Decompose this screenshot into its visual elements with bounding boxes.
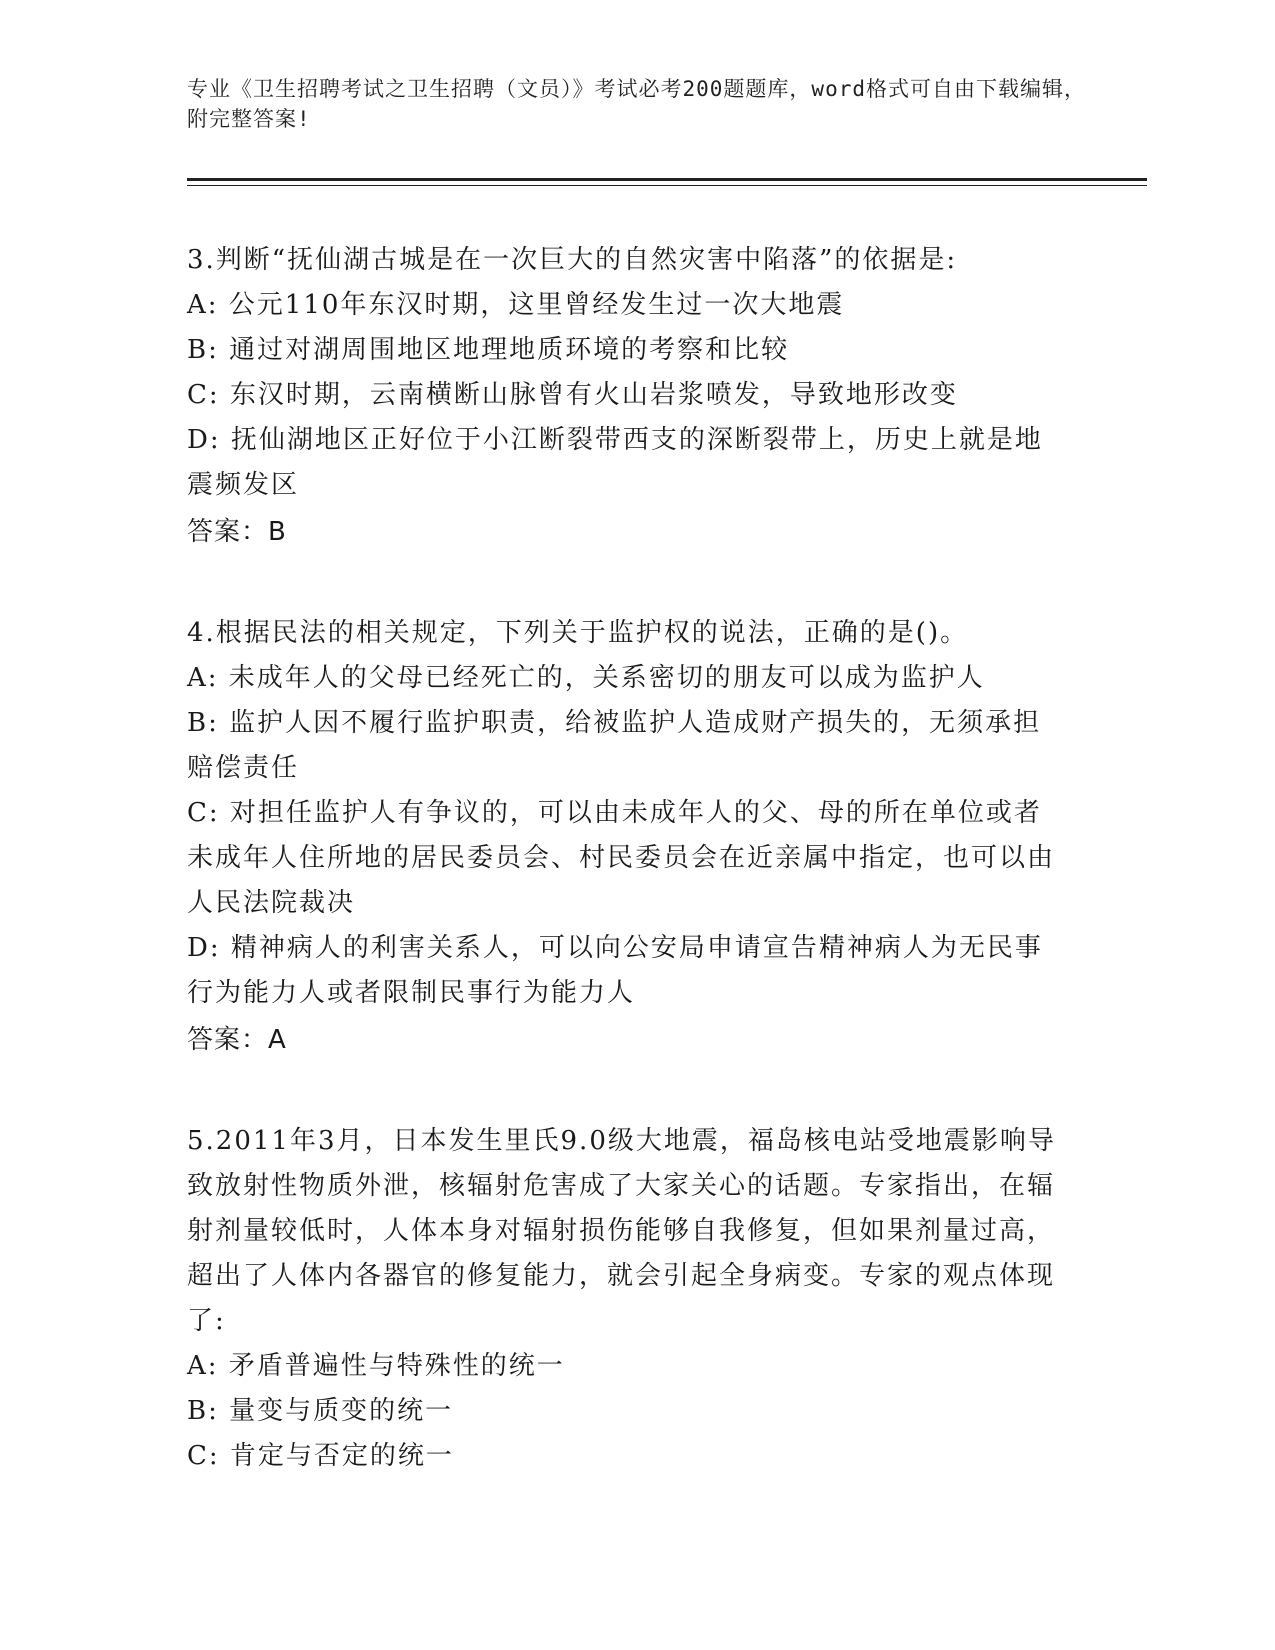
option-a: A: 未成年人的父母已经死亡的，关系密切的朋友可以成为监护人 bbox=[187, 663, 985, 693]
question-4 bbox=[187, 611, 1067, 1063]
option-d: D: 抚仙湖地区正好位于小江断裂带西支的深断裂带上，历史上就是地震频发区 bbox=[187, 425, 1043, 500]
answer-label: 答案：A bbox=[187, 1025, 287, 1055]
header-divider-thick bbox=[187, 178, 1147, 181]
option-b: B: 量变与质变的统一 bbox=[187, 1396, 454, 1426]
question-list bbox=[187, 238, 1067, 1479]
option-a: A: 矛盾普遍性与特殊性的统一 bbox=[187, 1351, 565, 1381]
question-5 bbox=[187, 1119, 1067, 1479]
option-c: C: 东汉时期，云南横断山脉曾有火山岩浆喷发，导致地形改变 bbox=[187, 380, 958, 410]
question-spacer bbox=[187, 1063, 1067, 1119]
option-a: A: 公元110年东汉时期，这里曾经发生过一次大地震 bbox=[187, 290, 845, 320]
question-stem: 5.2011年3月，日本发生里氏9.0级大地震，福岛核电站受地震影响导致放射性物质外泄，核辐射危害成了大家关心的话题。专家指出，在辐射剂量较低时，人体本身对辐射损伤能够自我修复，但如果剂量过高，超出了人体内各器官的修复能力，就会引起全身病变。专家的观点体现了: bbox=[187, 1126, 1056, 1336]
option-b: B: 通过对湖周围地区地理地质环境的考察和比较 bbox=[187, 335, 790, 365]
question-stem: 4.根据民法的相关规定，下列关于监护权的说法，正确的是()。 bbox=[187, 618, 969, 648]
question-spacer bbox=[187, 555, 1067, 611]
question-stem: 3.判断“抚仙湖古城是在一次巨大的自然灾害中陷落”的依据是: bbox=[187, 245, 958, 275]
option-b: B: 监护人因不履行监护职责，给被监护人造成财产损失的，无须承担赔偿责任 bbox=[187, 708, 1042, 783]
question-3 bbox=[187, 238, 1067, 555]
document-header: 专业《卫生招聘考试之卫生招聘（文员）》考试必考200题题库，word格式可自由下载编辑，附完整答案! bbox=[187, 77, 1086, 131]
option-c: C: 对担任监护人有争议的，可以由未成年人的父、母的所在单位或者未成年人住所地的居民委员会、村民委员会在近亲属中指定，也可以由人民法院裁决 bbox=[187, 798, 1056, 918]
answer-label: 答案：B bbox=[187, 517, 287, 547]
option-d: D: 精神病人的利害关系人，可以向公安局申请宣告精神病人为无民事行为能力人或者限制民事行为能力人 bbox=[187, 933, 1043, 1008]
header-divider-thin bbox=[187, 185, 1147, 186]
option-c: C: 肯定与否定的统一 bbox=[187, 1441, 454, 1471]
